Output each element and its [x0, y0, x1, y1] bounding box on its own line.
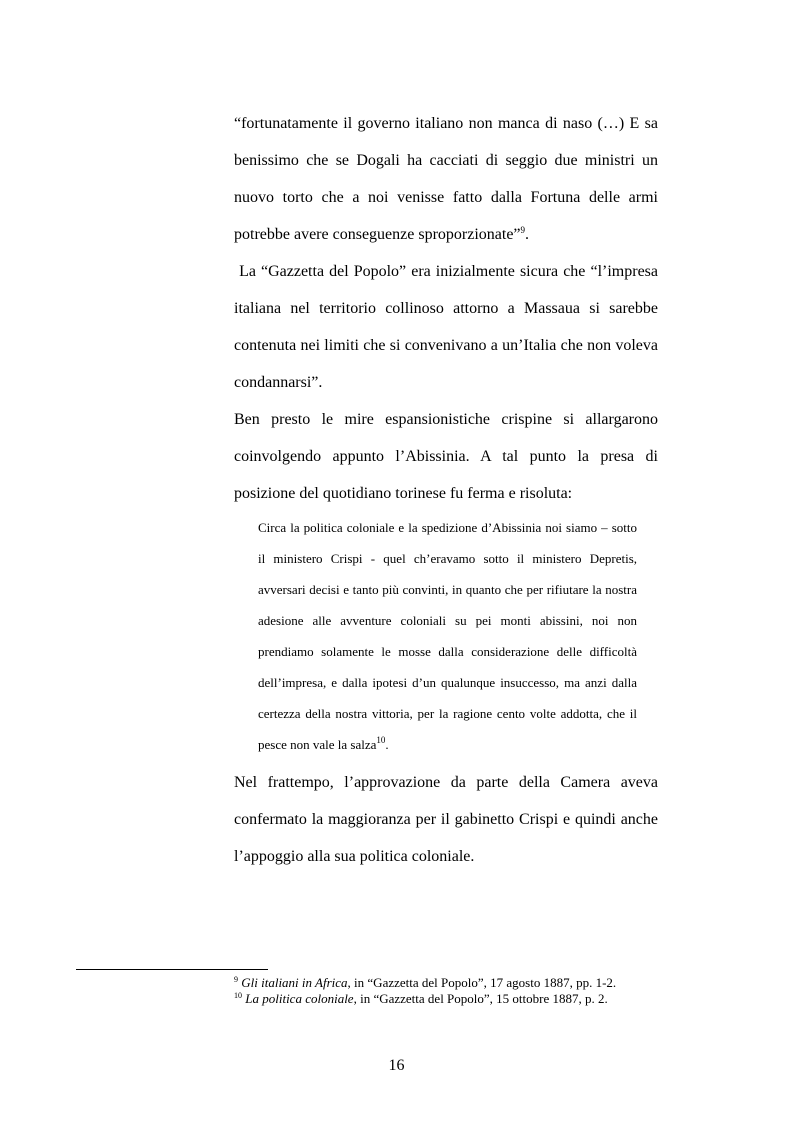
footnote-number: 9 — [234, 975, 238, 984]
paragraph-text: Ben presto le mire espansionistiche crispine si allargarono coinvolgendo appunto l’Abissinia. A tal punto la presa di posizione del quotidiano torinese fu ferma e risoluta: — [234, 411, 658, 502]
footnote-separator — [76, 969, 268, 970]
footnote-title: Gli italiani in Africa — [241, 975, 348, 990]
main-text — [234, 105, 662, 875]
paragraph-end: . — [525, 226, 530, 243]
paragraph-quote-continuation — [234, 105, 658, 253]
quote-end: . — [385, 737, 389, 752]
quote-text: Circa la politica coloniale e la spedizione d’Abissinia noi siamo – sotto il ministero Crispi - quel ch’eravamo sotto il ministero Depretis, avversari decisi e tanto più convinti, in quanto che per rifiutare la nostra adesione alle avventure coloniali su pei monti abissini, noi non prendiamo solamente le mosse dalla considerazione delle difficoltà dell’impresa, e dalla ipotesi d’un qualunque insuccesso, ma anzi dalla certezza della nostra vittoria, per la ragione cento volte addotta, che il pesce non vale la salza — [258, 520, 637, 752]
footnote-title: La politica coloniale — [245, 991, 354, 1006]
block-quote — [258, 512, 637, 760]
page-number: 16 — [388, 1057, 405, 1074]
paragraph-gazzetta — [234, 253, 662, 401]
footnote-text: , in “Gazzetta del Popolo”, 15 ottobre 1887, p. 2. — [353, 991, 608, 1006]
paragraph-text: La “Gazzetta del Popolo” era inizialmente sicura che “l’impresa italiana nel territorio collinoso attorno a Massaua si sarebbe contenuta nei limiti che si convenivano a un’Italia che non voleva condannarsi”. — [234, 263, 662, 391]
footnote-9 — [234, 975, 694, 991]
paragraph-espansione — [234, 401, 658, 512]
footnote-ref-9: 9 — [520, 225, 526, 235]
footnotes — [234, 975, 694, 1007]
paragraph-text: “fortunatamente il governo italiano non manca di naso (…) E sa benissimo che se Dogali ha cacciati di seggio due ministri un nuovo torto che a noi venisse fatto dalla Fortuna delle armi potrebbe avere conseguenze sproporzionate” — [234, 115, 658, 243]
footnote-text: , in “Gazzetta del Popolo”, 17 agosto 1887, pp. 1-2. — [347, 975, 617, 990]
paragraph-camera — [234, 764, 658, 875]
footnote-number: 10 — [234, 991, 242, 1000]
footnote-ref-10: 10 — [376, 735, 386, 745]
footnote-10 — [234, 991, 694, 1007]
paragraph-text: Nel frattempo, l’approvazione da parte della Camera aveva confermato la maggioranza per il gabinetto Crispi e quindi anche l’appoggio alla sua politica coloniale. — [234, 774, 658, 865]
